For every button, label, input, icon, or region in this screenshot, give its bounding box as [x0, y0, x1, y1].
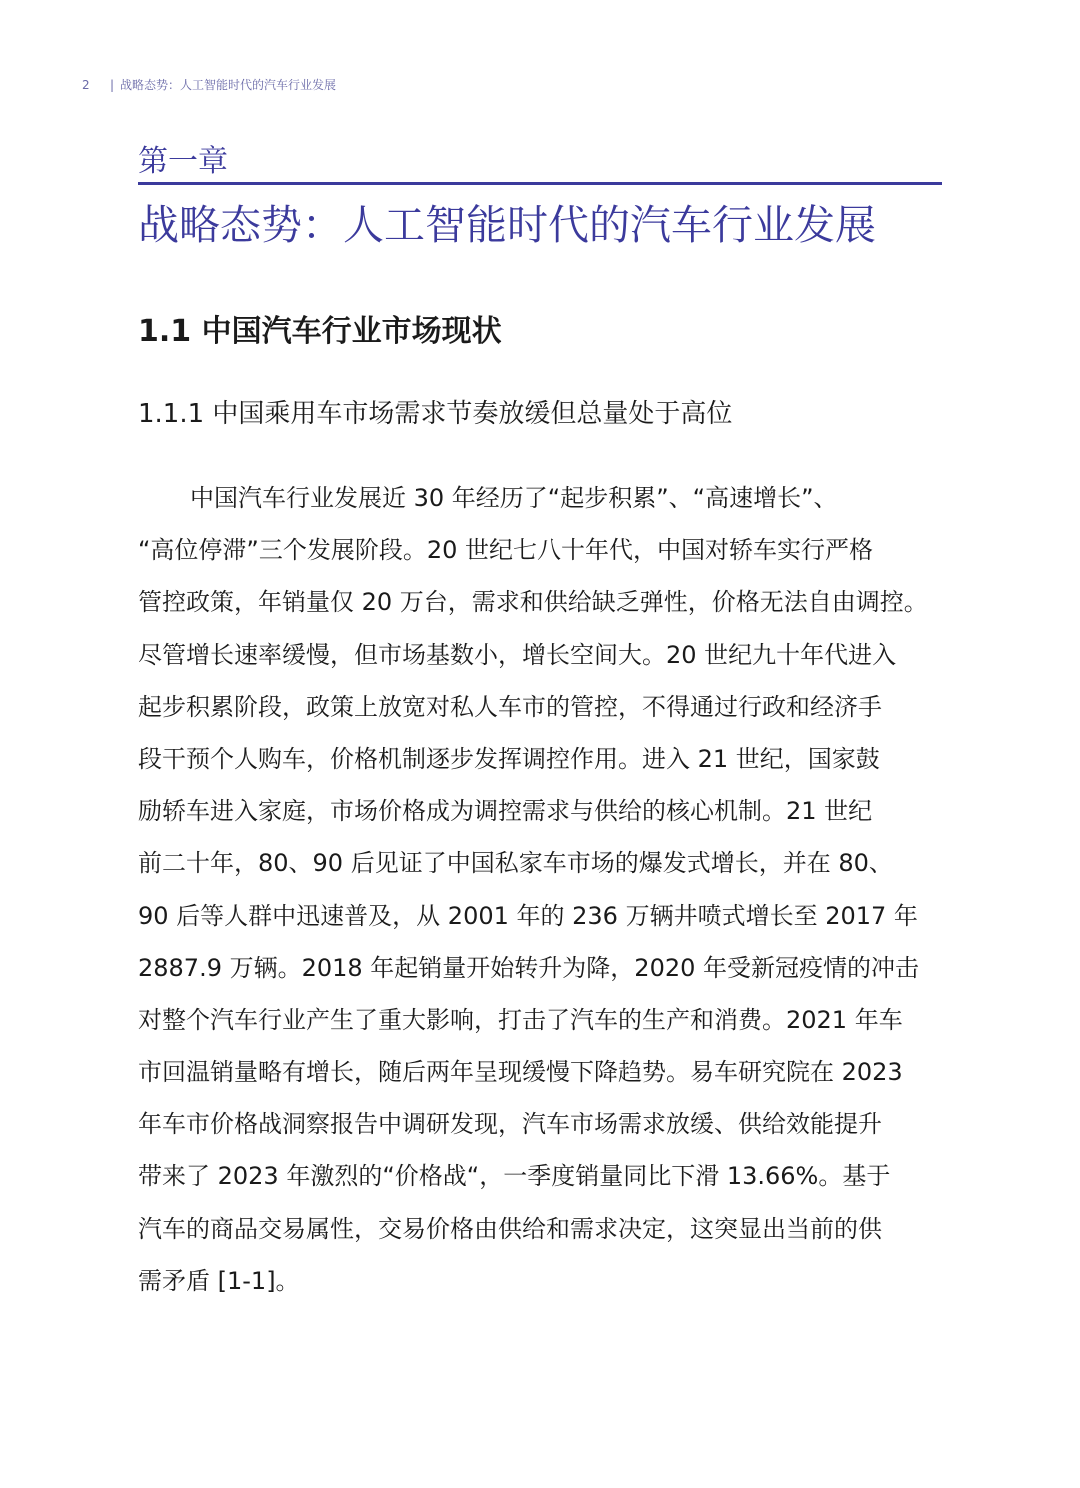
body-line: 中国汽车行业发展近 30 年经历了“起步积累”、“高速增长”、 [190, 484, 838, 512]
body-line: 段干预个人购车，价格机制逐步发挥调控作用。进入 21 世纪，国家鼓 [138, 744, 880, 773]
body-line: 汽车的商品交易属性，交易价格由供给和需求决定，这突显出当前的供 [138, 1214, 882, 1243]
body-line: 起步积累阶段，政策上放宽对私人车市的管控，不得通过行政和经济手 [138, 692, 882, 721]
body-line: 年车市价格战洞察报告中调研发现，汽车市场需求放缓、供给效能提升 [138, 1110, 882, 1139]
body-line: 尽管增长速率缓慢，但市场基数小，增长空间大。20 世纪九十年代进入 [138, 640, 897, 669]
body-line: 励轿车进入家庭，市场价格成为调控需求与供给的核心机制。21 世纪 [138, 797, 873, 826]
body-line: 管控政策，年销量仅 20 万台，需求和供给缺乏弹性，价格无法自由调控。 [138, 588, 928, 617]
section-title: 1.1 中国汽车行业市场现状 [138, 314, 502, 349]
body-line: 带来了 2023 年激烈的“价格战“，一季度销量同比下滑 13.66%。基于 [138, 1162, 891, 1191]
body-line: “高位停滞”三个发展阶段。20 世纪七八十年代，中国对轿车实行严格 [138, 536, 874, 565]
chapter-divider [138, 182, 942, 185]
body-line: 对整个汽车行业产生了重大影响，打击了汽车的生产和消费。2021 年车 [138, 1005, 903, 1034]
header-separator: | [110, 78, 115, 92]
body-line: 前二十年，80、90 后见证了中国私家车市场的爆发式增长，并在 80、 [138, 849, 893, 878]
body-line: 2887.9 万辆。2018 年起销量开始转升为降，2020 年受新冠疫情的冲击 [138, 953, 920, 982]
subsection-title: 1.1.1 中国乘用车市场需求节奏放缓但总量处于高位 [138, 399, 733, 429]
body-line: 市回温销量略有增长，随后两年呈现缓慢下降趋势。易车研究院在 2023 [138, 1058, 903, 1087]
body-paragraph [138, 472, 942, 1307]
chapter-title: 战略态势：人工智能时代的汽车行业发展 [138, 201, 876, 249]
chapter-label: 第一章 [138, 144, 228, 179]
running-header [82, 76, 336, 93]
body-line: 90 后等人群中迅速普及，从 2001 年的 236 万辆井喷式增长至 2017 年 [138, 901, 918, 930]
running-title: 战略态势：人工智能时代的汽车行业发展 [120, 78, 337, 92]
page-number: 2 [82, 78, 90, 92]
body-line: 需矛盾 [1-1]。 [138, 1266, 300, 1295]
